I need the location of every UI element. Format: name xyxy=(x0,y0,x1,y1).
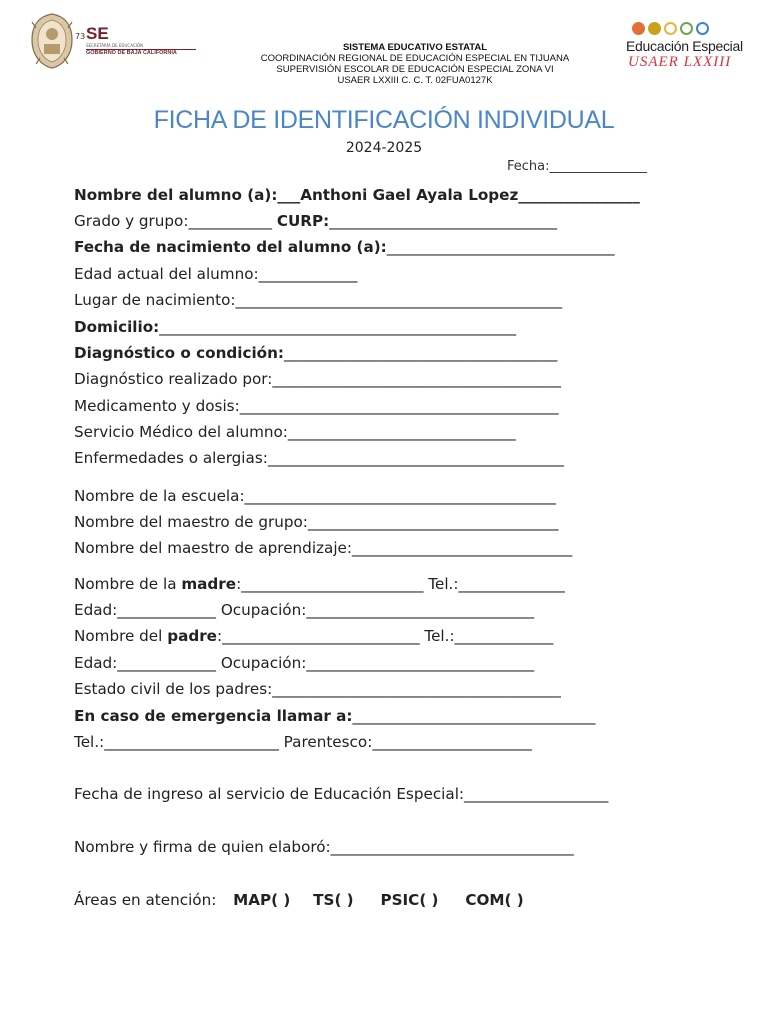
areas-label: Áreas en atención: xyxy=(74,891,217,909)
birthdate-label: Fecha de nacimiento del alumno (a): xyxy=(74,238,387,256)
logo-subtitle: USAER LXXIII xyxy=(628,54,732,70)
emergency-contact-field[interactable] xyxy=(74,707,595,725)
mother-name-field[interactable] xyxy=(74,575,565,593)
form-title: FICHA DE IDENTIFICACIÓN INDIVIDUAL xyxy=(153,106,615,134)
special-education-logo xyxy=(622,22,747,72)
date-field[interactable]: Fecha:_______________ xyxy=(507,159,647,174)
prepared-by-field[interactable]: Nombre y firma de quien elaboró:________________________________ xyxy=(74,838,574,856)
area-com-checkbox[interactable]: COM( ) xyxy=(465,891,524,909)
document-header xyxy=(0,0,768,100)
emergency-line: ________________________________ xyxy=(352,707,596,725)
area-ts-checkbox[interactable]: TS( ) xyxy=(313,891,354,909)
mother-label: madre xyxy=(181,575,237,593)
grade-curp-field[interactable] xyxy=(74,212,557,230)
se-logo-text: SE xyxy=(86,24,109,43)
mother-label-prefix: Nombre de la xyxy=(74,575,182,593)
logo-title: Educación Especial xyxy=(626,38,743,54)
attention-areas xyxy=(74,891,524,909)
diagnosed-by-field[interactable]: Diagnóstico realizado por:______________________________________ xyxy=(74,370,561,388)
header-line-2: COORDINACIÓN REGIONAL DE EDUCACIÓN ESPECIAL EN TIJUANA xyxy=(260,53,570,64)
institution-header xyxy=(220,42,610,86)
header-line-3: SUPERVISIÓN ESCOLAR DE EDUCACIÓN ESPECIAL ZONA VI xyxy=(276,64,554,75)
birthdate-line: ______________________________ xyxy=(386,238,615,256)
person-icon xyxy=(648,22,661,35)
grade-label: Grado y grupo:___________ xyxy=(74,212,277,230)
logo-icons xyxy=(632,22,709,35)
curp-label: CURP: xyxy=(276,212,330,230)
birthplace-field[interactable]: Lugar de nacimiento:___________________________________________ xyxy=(74,291,563,309)
father-label: padre xyxy=(167,627,217,645)
header-line-1: SISTEMA EDUCATIVO ESTATAL xyxy=(342,42,488,53)
medical-service-field[interactable]: Servicio Médico del alumno:______________________________ xyxy=(74,423,516,441)
mother-line: :________________________ Tel.:______________ xyxy=(236,575,565,593)
emergency-label: En caso de emergencia llamar a: xyxy=(74,707,353,725)
admission-date-field[interactable]: Fecha de ingreso al servicio de Educación Especial:___________________ xyxy=(74,785,609,803)
seal-number: 73 xyxy=(75,32,86,41)
diagnosis-field[interactable] xyxy=(74,344,557,362)
person-icon xyxy=(632,22,645,35)
illness-allergy-field[interactable]: Enfermedades o alergias:_______________________________________ xyxy=(74,449,565,467)
diagnosis-label: Diagnóstico o condición: xyxy=(74,344,284,362)
student-name-field[interactable] xyxy=(74,186,640,204)
school-name-field[interactable]: Nombre de la escuela:_________________________________________ xyxy=(74,487,556,505)
address-line: _______________________________________________ xyxy=(159,318,517,336)
age-field[interactable]: Edad actual del alumno:_____________ xyxy=(74,265,358,283)
area-map-checkbox[interactable]: MAP( ) xyxy=(233,891,291,909)
hands-icon xyxy=(680,22,693,35)
school-year: 2024-2025 xyxy=(345,140,423,156)
group-teacher-field[interactable]: Nombre del maestro de grupo:_________________________________ xyxy=(74,513,559,531)
marital-status-field[interactable]: Estado civil de los padres:______________________________________ xyxy=(74,680,561,698)
birthdate-field[interactable] xyxy=(74,238,615,256)
father-label-prefix: Nombre del xyxy=(74,627,168,645)
father-line: :__________________________ Tel.:_____________ xyxy=(217,627,554,645)
government-name: GOBIERNO DE BAJA CALIFORNIA xyxy=(86,50,177,56)
curp-line: ______________________________ xyxy=(329,212,558,230)
phone-relationship-field[interactable]: Tel.:_______________________ Parentesco:_____________________ xyxy=(74,733,532,751)
address-field[interactable] xyxy=(74,318,516,336)
glasses-icon xyxy=(664,22,677,35)
learning-teacher-field[interactable]: Nombre del maestro de aprendizaje:_____________________________ xyxy=(74,539,573,557)
diagnosis-line: ____________________________________ xyxy=(284,344,558,362)
government-logo xyxy=(30,12,200,72)
mother-age-occupation-field[interactable]: Edad:_____________ Ocupación:______________________________ xyxy=(74,601,535,619)
father-age-occupation-field[interactable]: Edad:_____________ Ocupación:______________________________ xyxy=(74,654,535,672)
medication-field[interactable]: Medicamento y dosis:__________________________________________ xyxy=(74,397,559,415)
student-name-label: Nombre del alumno (a): xyxy=(74,186,278,204)
student-name-value: ___Anthoni Gael Ayala Lopez________________ xyxy=(277,186,640,204)
state-seal-icon xyxy=(30,12,74,70)
wheelchair-icon xyxy=(696,22,709,35)
address-label: Domicilio: xyxy=(74,318,160,336)
area-psic-checkbox[interactable]: PSIC( ) xyxy=(380,891,439,909)
se-subtitle: SECRETARÍA DE EDUCACIÓN xyxy=(86,43,143,48)
header-line-4: USAER LXXIII C. C. T. 02FUA0127K xyxy=(337,75,493,86)
father-name-field[interactable] xyxy=(74,627,553,645)
